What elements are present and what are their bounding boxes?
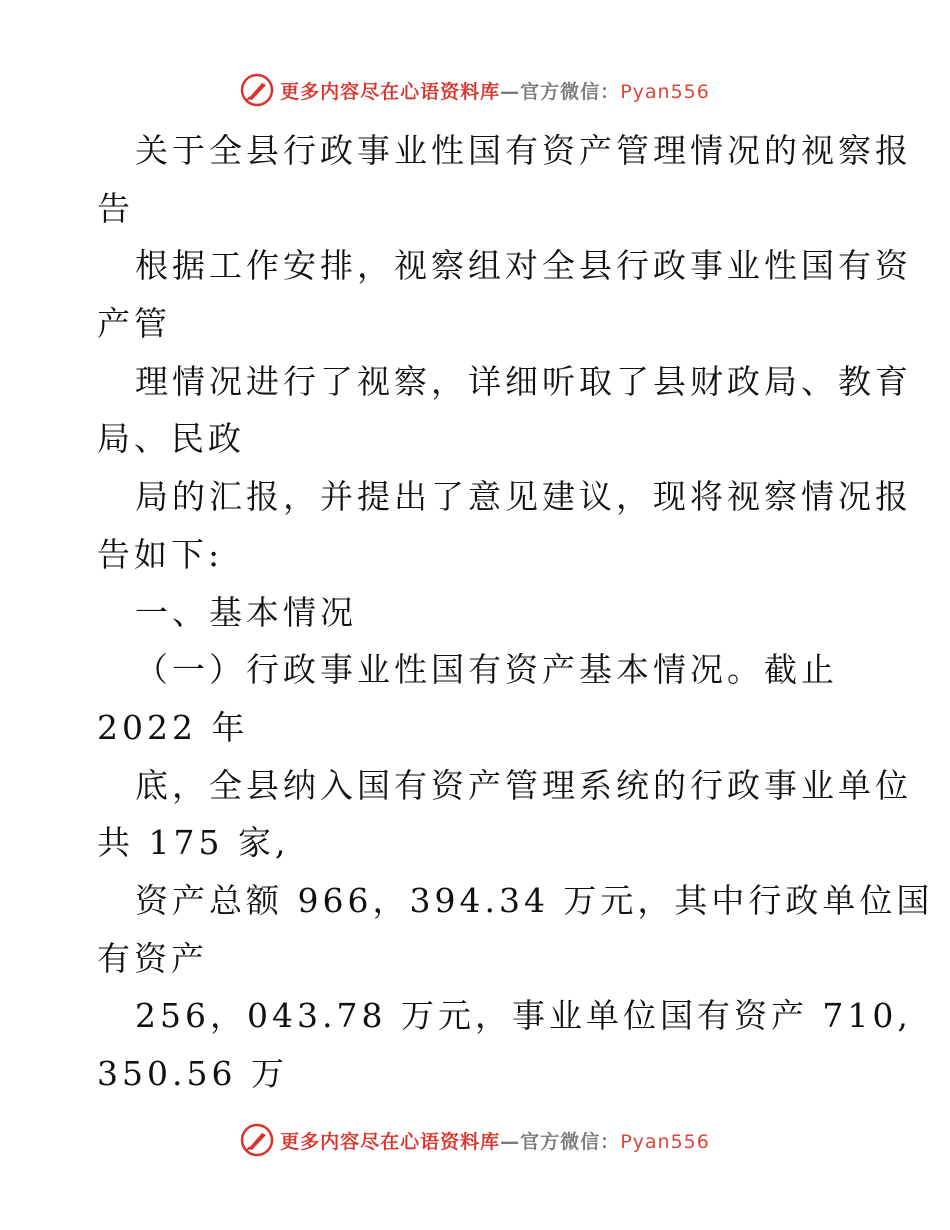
subsection-heading: （一）行政事业性国有资产基本情况。截止 (135, 650, 838, 690)
wechat-id: Pyan556 (620, 1130, 710, 1153)
doc-line: 根据工作安排，视察组对全县行政事业性国有资 (135, 246, 912, 286)
brand-text: 更多内容尽在心语资料库 (280, 1130, 501, 1153)
doc-line: 产管 (97, 304, 171, 344)
wechat-label: 官方微信： (520, 80, 621, 103)
brand-text: 更多内容尽在心语资料库 (280, 80, 501, 103)
doc-line: 理情况进行了视察，详细听取了县财政局、教育 (135, 361, 912, 401)
doc-line: 2022 年 (97, 707, 249, 747)
doc-line: 共 175 家, (97, 823, 290, 863)
doc-line: 底，全县纳入国有资产管理系统的行政事业单位 (135, 765, 912, 805)
doc-line: 局的汇报，并提出了意见建议，现将视察情况报 (135, 477, 912, 517)
quill-pen-logo-icon (240, 73, 274, 107)
footer-watermark-banner (0, 1118, 950, 1162)
banner-separator: — (500, 1130, 521, 1153)
quill-pen-logo-icon (240, 1123, 274, 1157)
header-watermark-banner (0, 68, 950, 112)
banner-caption (280, 77, 710, 104)
doc-line: 告如下: (97, 534, 224, 574)
doc-line: 关于全县行政事业性国有资产管理情况的视察报 (135, 131, 912, 170)
doc-line: 告 (97, 188, 134, 228)
doc-line: 局、民政 (97, 419, 245, 459)
document-body (97, 122, 934, 1103)
doc-line: 有资产 (97, 938, 208, 978)
wechat-label: 官方微信： (520, 1130, 621, 1153)
banner-separator: — (500, 80, 521, 103)
doc-line: 资产总额 966，394.34 万元，其中行政单位国 (135, 880, 934, 920)
doc-line: 256，043.78 万元，事业单位国有资产 710, (135, 996, 912, 1036)
banner-caption (280, 1127, 710, 1154)
section-heading: 一、基本情况 (135, 592, 357, 632)
doc-line: 350.56 万 (97, 1054, 288, 1093)
wechat-id: Pyan556 (620, 80, 710, 103)
